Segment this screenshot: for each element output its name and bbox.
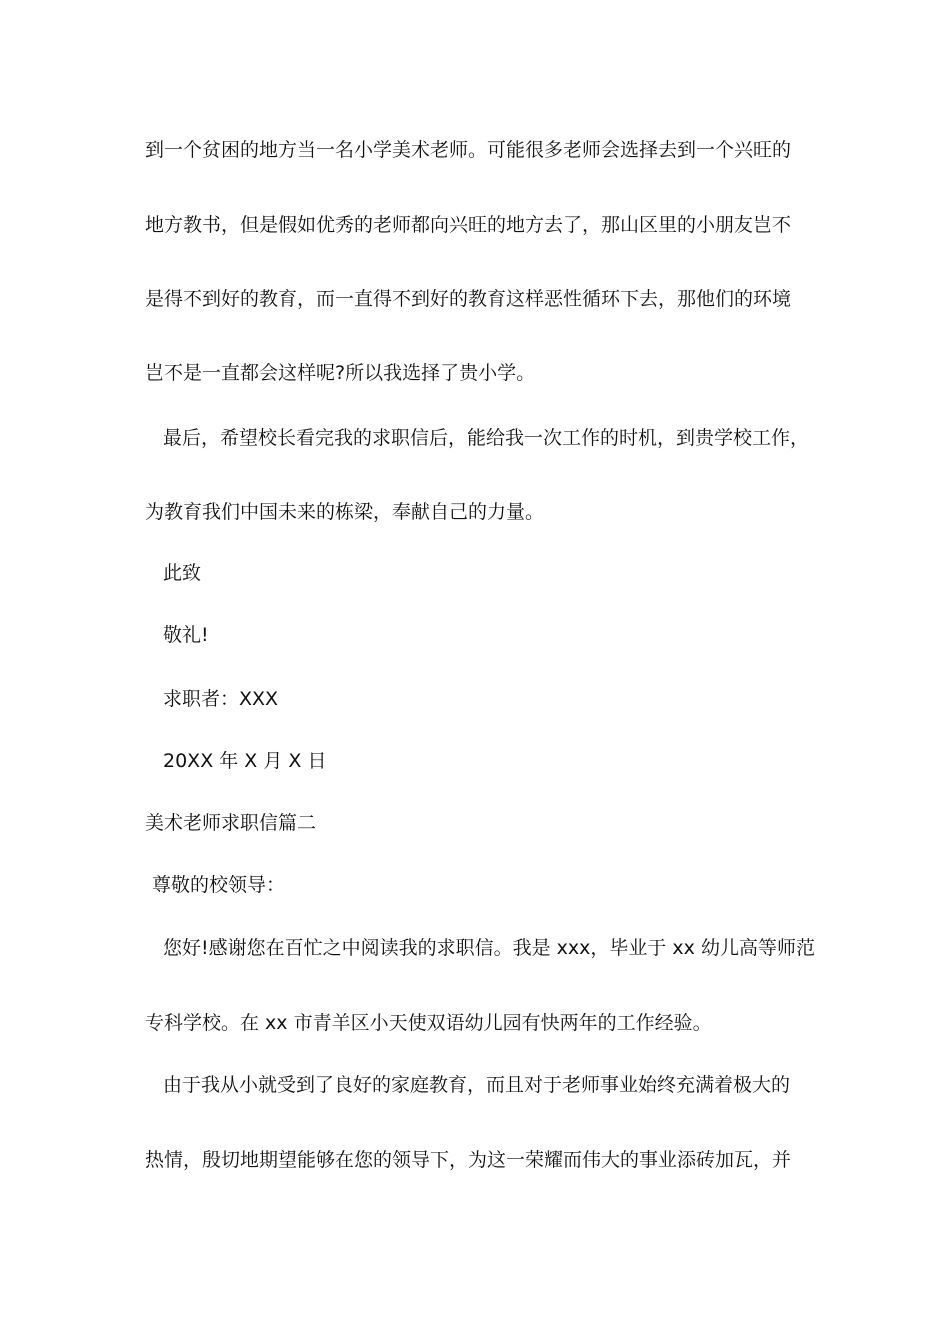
body-text-line: 到一个贫困的地方当一名小学美术老师。可能很多老师会选择去到一个兴旺的 [145, 139, 792, 161]
body-text-line: 地方教书，但是假如优秀的老师都向兴旺的地方去了，那山区里的小朋友岂不 [145, 214, 792, 236]
body-text-line: 岂不是一直都会这样呢?所以我选择了贵小学。 [145, 362, 536, 384]
body-text-line: 为教育我们中国未来的栋梁，奉献自己的力量。 [145, 501, 545, 523]
paragraph-start-line: 由于我从小就受到了良好的家庭教育，而且对于老师事业始终充满着极大的 [163, 1074, 791, 1096]
letter-date: 20XX 年 X 月 X 日 [163, 750, 327, 772]
applicant-signature: 求职者：XXX [163, 688, 279, 710]
body-text-line: 专科学校。在 xx 市青羊区小天使双语幼儿园有快两年的工作经验。 [145, 1012, 712, 1034]
body-text-line: 热情，殷切地期望能够在您的领导下，为这一荣耀而伟大的事业添砖加瓦，并 [145, 1149, 792, 1171]
body-text-line: 是得不到好的教育，而一直得不到好的教育这样恶性循环下去，那他们的环境 [145, 288, 792, 310]
letter-greeting: 尊敬的校领导： [152, 874, 286, 896]
paragraph-start-line: 您好!感谢您在百忙之中阅读我的求职信。我是 xxx，毕业于 xx 幼儿高等师范 [163, 937, 815, 959]
section-heading: 美术老师求职信篇二 [145, 812, 317, 834]
closing-salutation: 此致 [163, 562, 202, 584]
closing-regards: 敬礼! [163, 624, 209, 646]
paragraph-start-line: 最后，希望校长看完我的求职信后，能给我一次工作的时机，到贵学校工作， [163, 427, 810, 449]
